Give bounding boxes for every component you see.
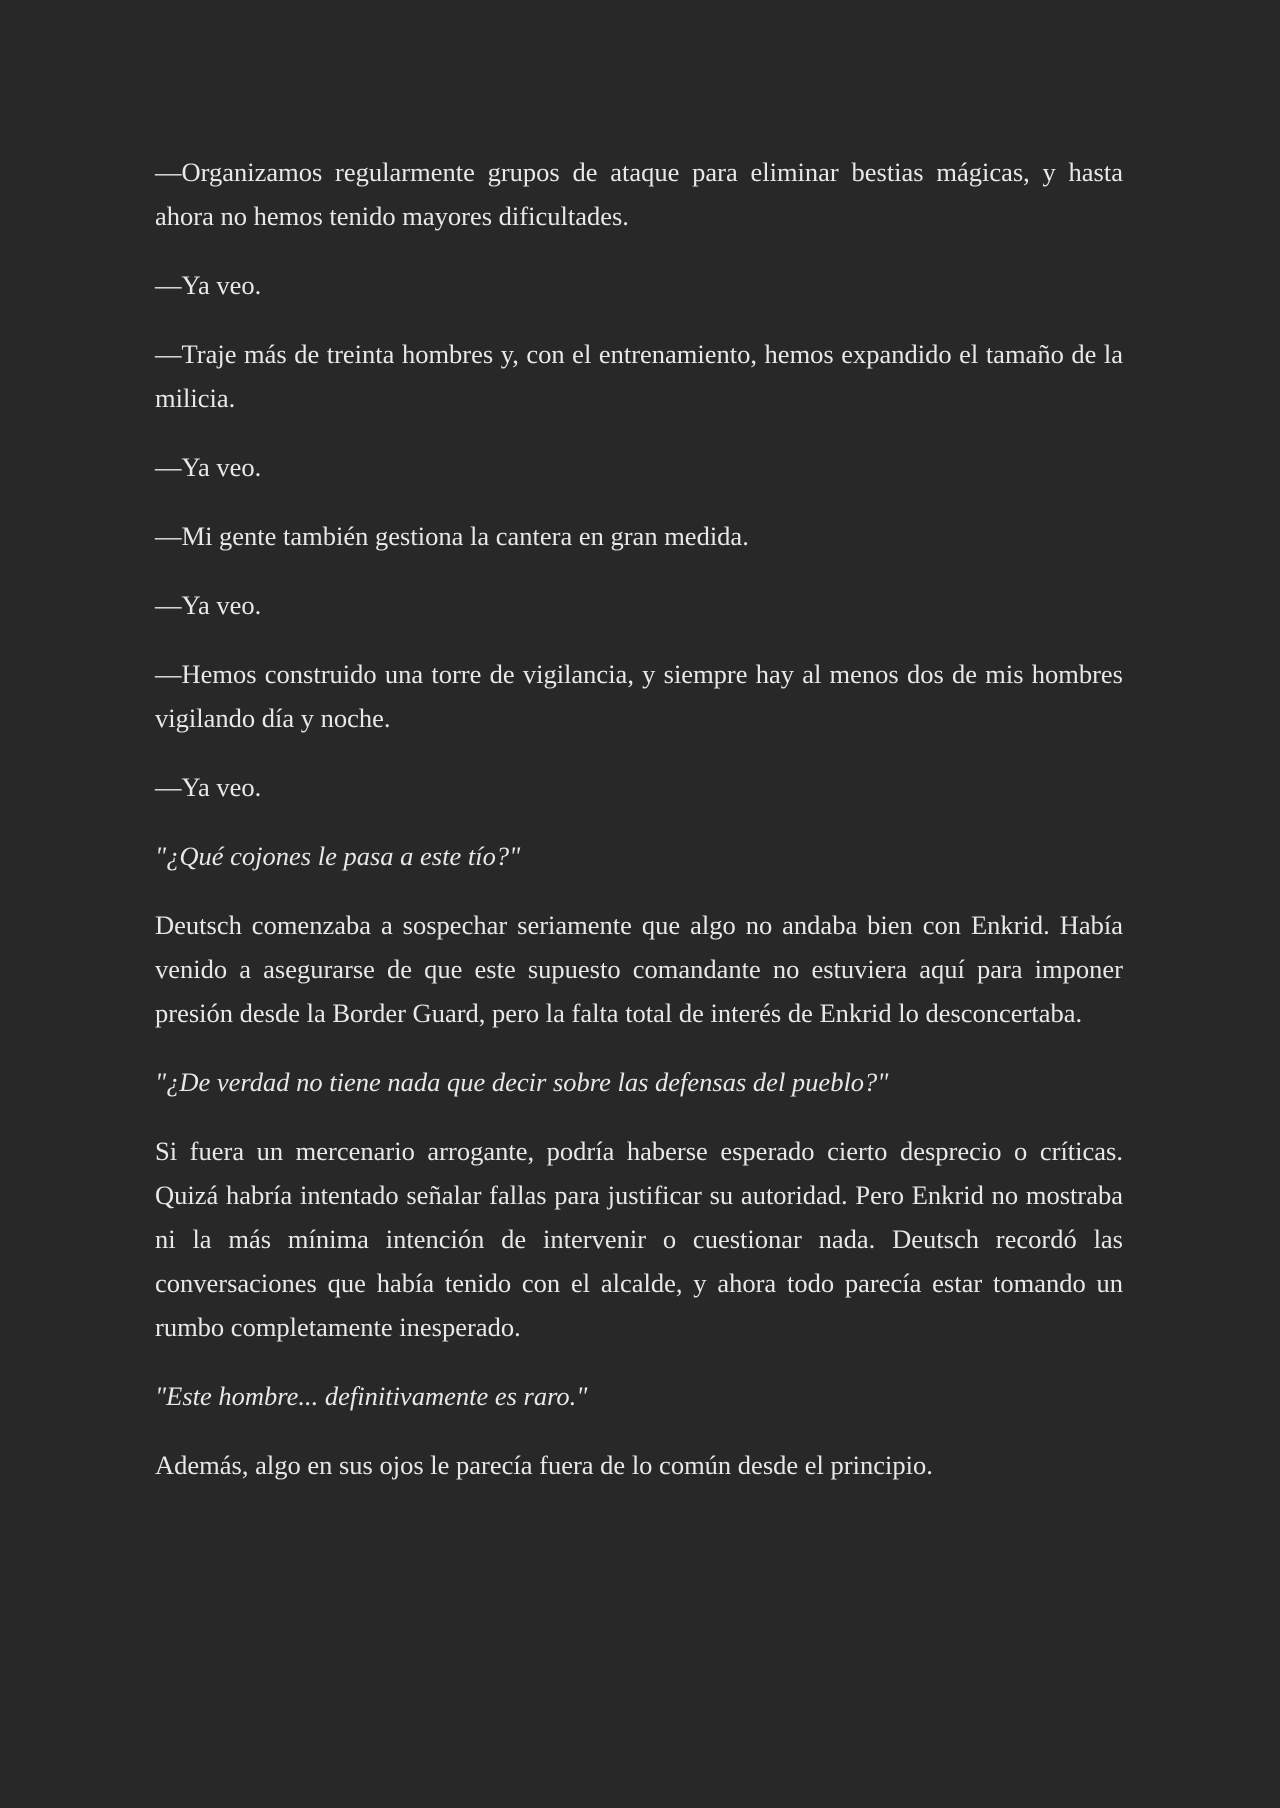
- inner-thought: "¿Qué cojones le pasa a este tío?": [155, 841, 521, 871]
- paragraph: —Hemos construido una torre de vigilancia, y siempre hay al menos dos de mis hombres vigilando día y noche.: [155, 659, 1123, 733]
- inner-thought: "¿De verdad no tiene nada que decir sobre las defensas del pueblo?": [155, 1067, 889, 1097]
- paragraph: —Ya veo.: [155, 452, 262, 482]
- paragraph: —Organizamos regularmente grupos de ataque para eliminar bestias mágicas, y hasta ahora no hemos tenido mayores dificultades.: [155, 157, 1123, 231]
- paragraph: —Ya veo.: [155, 590, 262, 620]
- paragraph: —Ya veo.: [155, 772, 262, 802]
- inner-thought: "Este hombre... definitivamente es raro.": [155, 1381, 588, 1411]
- paragraph: Deutsch comenzaba a sospechar seriamente que algo no andaba bien con Enkrid. Había venido a asegurarse de que este supuesto comandante no estuviera aquí para imponer presión desde la Border Guard, pero la falta total de interés de Enkrid lo desconcertaba.: [155, 910, 1123, 1028]
- paragraph: —Ya veo.: [155, 270, 262, 300]
- paragraph: —Mi gente también gestiona la cantera en gran medida.: [155, 521, 749, 551]
- chapter-text: [155, 150, 1123, 1512]
- paragraph: —Traje más de treinta hombres y, con el entrenamiento, hemos expandido el tamaño de la milicia.: [155, 339, 1123, 413]
- paragraph: Si fuera un mercenario arrogante, podría haberse esperado cierto desprecio o críticas. Quizá habría intentado señalar fallas para justificar su autoridad. Pero Enkrid no mostraba ni la más mínima intención de intervenir o cuestionar nada. Deutsch recordó las conversaciones que había tenido con el alcalde, y ahora todo parecía estar tomando un rumbo completamente inesperado.: [155, 1136, 1123, 1342]
- paragraph: Además, algo en sus ojos le parecía fuera de lo común desde el principio.: [155, 1450, 933, 1480]
